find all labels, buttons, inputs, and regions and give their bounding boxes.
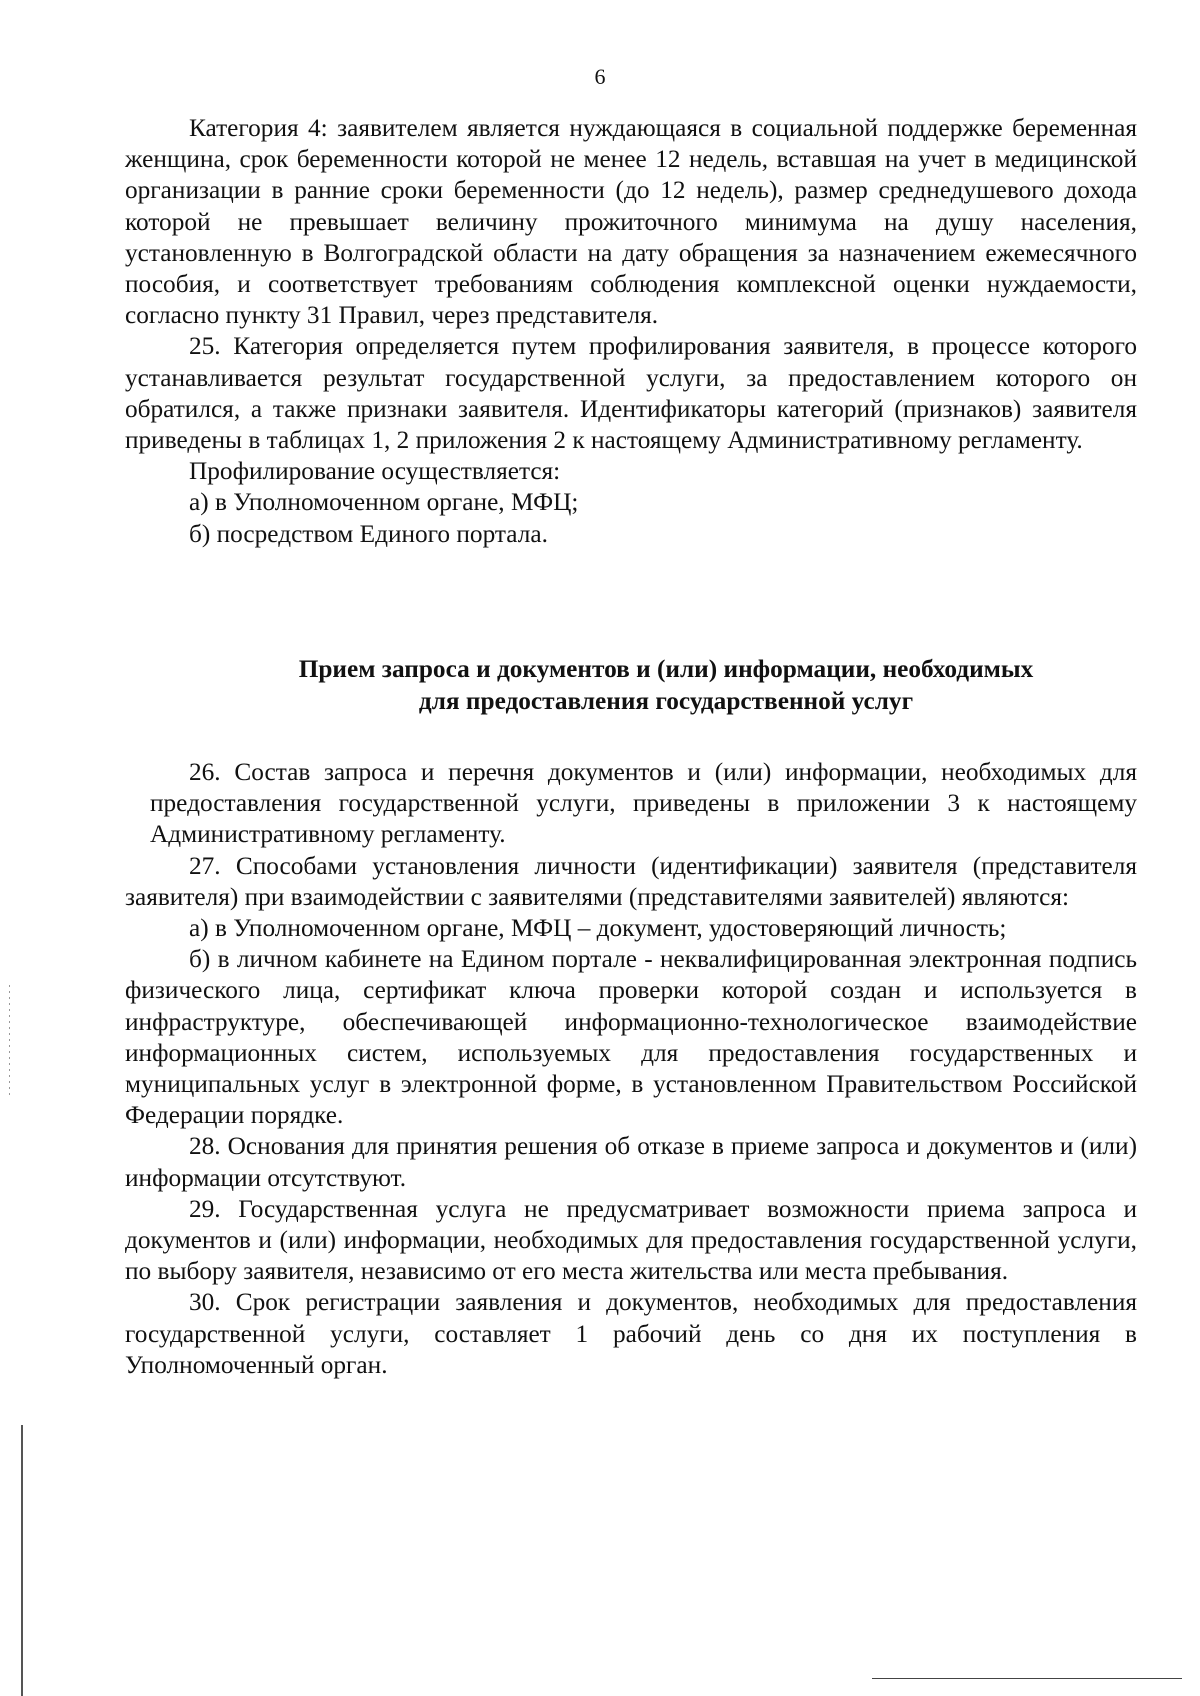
paragraph-30: 30. Срок регистрации заявления и документов, необходимых для предоставления государственной услуги, составляет 1 рабочий день со дня их поступления в Уполномоченный орган. xyxy=(125,1288,1137,1379)
paragraph-profiling-a: а) в Уполномоченном органе, МФЦ; xyxy=(189,488,579,517)
scan-margin-marks xyxy=(9,985,10,1095)
paragraph-category-4: Категория 4: заявителем является нуждающаяся в социальной поддержке беременная женщина, срок беременности которой не менее 12 недель, вставшая на учет в медицинской организации в ранние сроки беременности (до 12 недель), размер среднедушевого дохода которой не превышает величину прожиточного минимума на душу населения, установленную в Волгоградской области на дату обращения за назначением ежемесячного пособия, и соответствует требованиям соблюдения комплексной оценки нуждаемости, согласно пункту 31 Правил, через представителя. xyxy=(125,114,1137,330)
footer-rule xyxy=(872,1678,1182,1679)
paragraph-26: 26. Состав запроса и перечня документов и (или) информации, необходимых для предоставления государственной услуги, приведены в приложении 3 к настоящему Административному регламенту. xyxy=(150,758,1137,849)
paragraph-profiling-b: б) посредством Единого портала. xyxy=(189,519,548,548)
text-block-categories xyxy=(125,113,1137,550)
paragraph-profiling: Профилирование осуществляется: xyxy=(189,457,561,486)
paragraph-27: 27. Способами установления личности (идентификации) заявителя (представителя заявителя) при взаимодействии с заявителями (представителями заявителей) являются: xyxy=(125,851,1137,911)
section-heading-line-1: Прием запроса и документов и (или) информации, необходимых xyxy=(298,655,1034,683)
paragraph-28: 28. Основания для принятия решения об отказе в приеме запроса и документов и (или) информации отсутствуют. xyxy=(125,1132,1137,1192)
paragraph-27-b: б) в личном кабинете на Едином портале - неквалифицированная электронная подпись физического лица, сертификат ключа проверки которой создан и используется в инфраструктуре, обеспечивающей информационно-технологическое взаимодействие информационных систем, используемых для предоставления государственных и муниципальных услуг в электронной форме, в установленном Правительством Российской Федерации порядке. xyxy=(125,945,1137,1130)
section-heading xyxy=(125,653,1137,717)
paragraph-25: 25. Категория определяется путем профилирования заявителя, в процессе которого устанавливается результат государственной услуги, за предоставлением которого он обратился, а также признаки заявителя. Идентификаторы категорий (признаков) заявителя приведены в таблицах 1, 2 приложения 2 к настоящему Административному регламенту. xyxy=(125,332,1137,455)
paragraph-29: 29. Государственная услуга не предусматривает возможности приема запроса и документов и (или) информации, необходимых для предоставления государственной услуги, по выбору заявителя, независимо от его места жительства или места пребывания. xyxy=(125,1194,1137,1286)
section-heading-line-2: для предоставления государственной услуг xyxy=(418,687,914,715)
text-block-request xyxy=(125,757,1137,1381)
page-number: 6 xyxy=(594,64,606,89)
paragraph-27-a: а) в Уполномоченном органе, МФЦ – документ, удостоверяющий личность; xyxy=(189,914,1007,943)
scan-margin-line xyxy=(21,1425,23,1696)
